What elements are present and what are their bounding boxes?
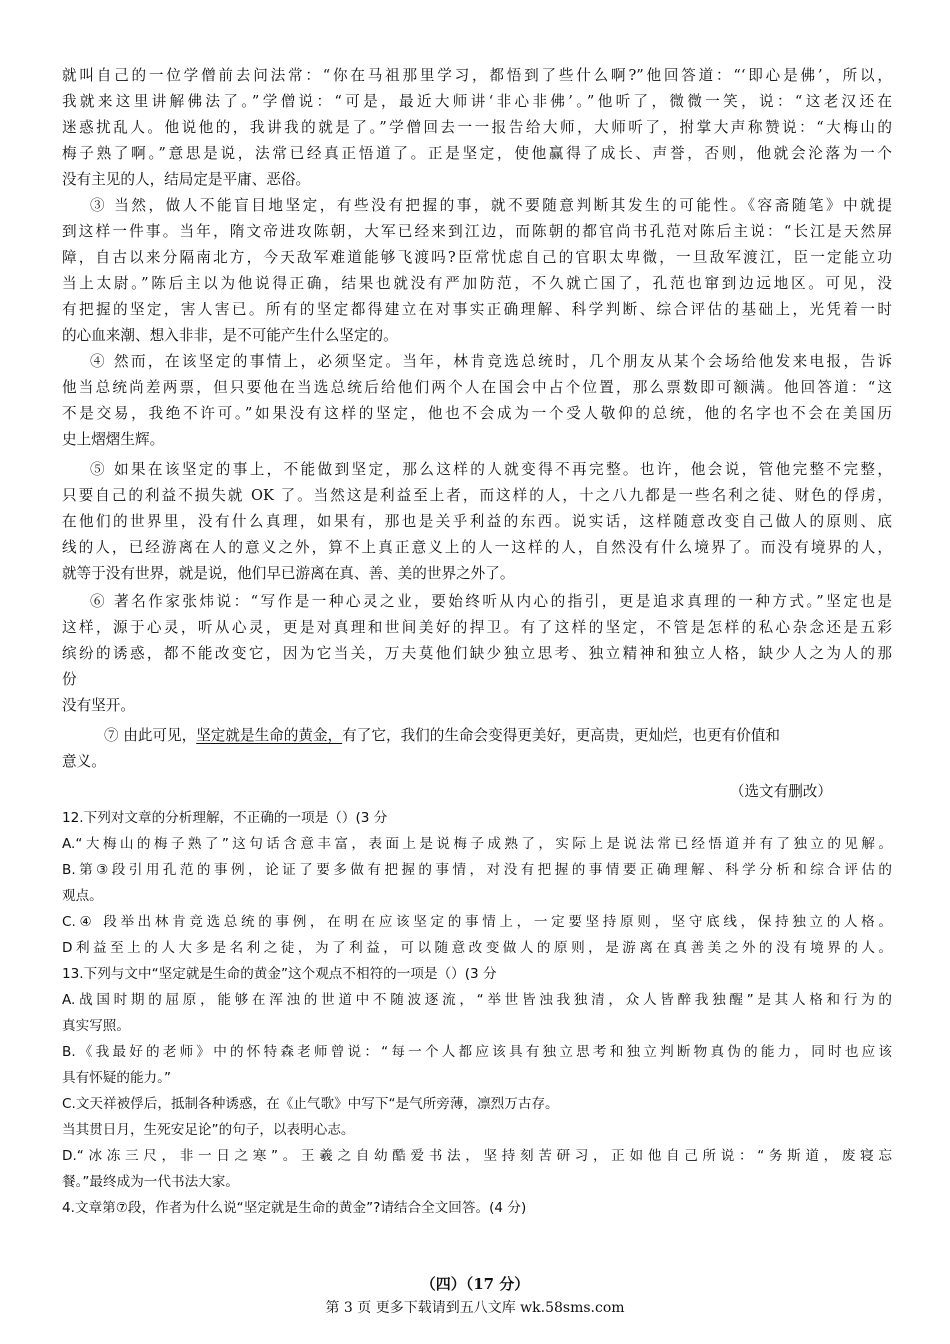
- option-13b: B.《我最好的老师》中的怀特森老师曾说：“每一个人都应该具有独立思考和独立判断物真伪的能力，同时也应该: [62, 1044, 892, 1060]
- option-13a-cont: 真实写照。: [62, 1018, 130, 1034]
- article-line: 意义。: [62, 753, 106, 770]
- article-line: 他当总统尚差两票，但只要他在当选总统后给他们两个人在国会中占个位置，那么票数即可额满。他回答道：“这: [62, 379, 892, 396]
- paragraph-3-start: ③ 当然，做人不能盲目地坚定，有些没有把握的事，就不要随意判断其发生的可能性。《容斋随笔》中就提: [90, 197, 892, 214]
- article-line: 的心血来潮、想入非非，是不可能产生什么坚定的。: [62, 327, 398, 344]
- option-13b-cont: 具有怀疑的能力。”: [62, 1070, 171, 1086]
- option-12b-cont: 观点。: [62, 888, 103, 904]
- article-line: 只要自己的利益不损失就 OK 了。当然这是利益至上者，而这样的人，十之八九都是一些名利之徒、财色的俘虏，: [62, 487, 892, 504]
- key-sentence: 坚定就是生命的黄金，: [196, 727, 343, 744]
- paragraph-4-start: ④ 然而，在该坚定的事情上，必须坚定。当年，林肯竞选总统时，几个朋友从某个会场给他发来电报，告诉: [90, 353, 892, 370]
- option-12c: C.④ 段举出林肯竞选总统的事例，在明在应该坚定的事情上，一定要坚持原则，坚守底线，保持独立的人格。: [62, 914, 892, 930]
- article-line: 份: [62, 671, 77, 688]
- option-13d: D.“冰冻三尺，非一日之寒”。王羲之自幼酷爱书法，坚持刻苦研习，正如他自己所说：“务斯道，废寝忘: [62, 1148, 892, 1164]
- article-line: 史上熠熠生辉。: [62, 431, 165, 448]
- paragraph-7-lead: ⑦ 由此可见，: [104, 727, 197, 744]
- article-line: 我就来这里讲解佛法了。”学僧说：“可是，最近大师讲‘非心非佛’。”他听了，微微一笑，说：“这老汉还在: [62, 93, 892, 110]
- option-13a: A.战国时期的屈原，能够在浑浊的世道中不随波逐流，“举世皆浊我独清，众人皆醉我独醒”是其人格和行为的: [62, 992, 892, 1008]
- article-line: 就叫自己的一位学僧前去问法常：“你在马祖那里学习，都悟到了些什么啊?”他回答道：“‘即心是佛’，所以，: [62, 67, 892, 84]
- question-13: 13.下列与文中“坚定就是生命的黄金”这个观点不相符的一项是（）(3 分: [62, 966, 497, 982]
- article-line: 有把握的坚定，害人害已。所有的坚定都得建立在对事实正确理解、科学判断、综合评估的基础上，光凭着一时: [62, 301, 892, 318]
- article-line: 线的人，已经游离在人的意义之外，算不上真正意义上的人一这样的人，自然没有什么境界了。而没有境界的人，: [62, 539, 892, 556]
- option-12b: B.第③段引用孔范的事例，论证了要多做有把握的事情，对没有把握的事情要正确理解、科学分析和综合评估的: [62, 862, 892, 878]
- paragraph-7-start: [104, 726, 894, 746]
- paragraph-5-start: ⑤ 如果在该坚定的事上，不能做到坚定，那么这样的人就变得不再完整。也许，他会说，管他完整不完整，: [90, 461, 892, 478]
- article-line: 缤纷的诱惑，都不能改变它，因为它当关，万夫莫他们缺少独立思考、独立精神和独立人格，缺少人之为人的那: [62, 645, 892, 662]
- paragraph-6-start: ⑥ 著名作家张炜说：“写作是一种心灵之业，要始终听从内心的指引，更是追求真理的一种方式。”坚定也是: [90, 593, 892, 610]
- option-13d-cont: 餐。”最终成为一代书法大家。: [62, 1174, 239, 1190]
- question-14: 4.文章第⑦段，作者为什么说“坚定就是生命的黄金”?请结合全文回答。(4 分): [62, 1200, 527, 1216]
- article-line: 就等于没有世界，就是说，他们早已游离在真、善、美的世界之外了。: [62, 565, 515, 582]
- article-line: 没有坚开。: [62, 697, 135, 714]
- article-line: 梅子熟了啊。”意思是说，法常已经真正悟道了。正是坚定，使他赢得了成长、声誉，否则，他就会沦落为一个: [62, 145, 892, 162]
- article-line: 障，自古以来分隔南北方，今天敌军难道能够飞渡吗?臣常忧虑自己的官职太卑微，一旦敌军渡江，臣一定能立功: [62, 249, 892, 266]
- article-line: 迷惑扰乱人。他说他的，我讲我的就是了。”学僧回去一一报告给大师，大师听了，拊掌大声称赞说：“大梅山的: [62, 119, 892, 136]
- section-heading: （四）（17 分）: [420, 1275, 530, 1293]
- question-12: 12.下列对文章的分析理解，不正确的一项是（）(3 分: [62, 810, 388, 826]
- article-line: 这样，源于心灵，听从心灵，更是对真理和世间美好的捍卫。有了这样的坚定，不管是怎样的私心杂念还是五彩: [62, 619, 892, 636]
- paragraph-7-rest: 有了它，我们的生命会变得更美好，更高贵，更灿烂，也更有价值和: [342, 727, 780, 744]
- page-footer: 第 3 页 更多下载请到五八文库 wk.58sms.com: [325, 1300, 625, 1316]
- source-note: （选文有删改）: [729, 783, 832, 800]
- option-13c: C.文天祥被俘后，抵制各种诱惑，在《止气歌》中写下“是气所旁薄，凛烈万古存。: [62, 1096, 559, 1112]
- article-line: 没有主见的人，结局定是平庸、恶俗。: [62, 171, 311, 188]
- article-line: 在他们的世界里，没有什么真理，如果有，那也是关乎利益的东西。说实话，这样随意改变自己做人的原则、底: [62, 513, 892, 530]
- article-line: 不是交易，我绝不许可。”如果没有这样的坚定，他也不会成为一个受人敬仰的总统，他的名字也不会在美国历: [62, 405, 892, 422]
- option-12a: A.“大梅山的梅子熟了”这句话含意丰富，表面上是说梅子成熟了，实际上是说法常已经悟道并有了独立的见解。: [62, 836, 892, 852]
- article-line: 当上太尉。”陈后主以为他说得正确，结果也就没有严加防范，不久就亡国了，孔范也窜到边远地区。可见，没: [62, 275, 892, 292]
- article-line: 到这样一件事。当年，隋文帝进攻陈朝，大军已经来到江边，而陈朝的都官尚书孔范对陈后主说：“长江是天然屏: [62, 223, 892, 240]
- option-12d: D利益至上的人大多是名利之徒，为了利益，可以随意改变做人的原则，是游离在真善美之外的没有境界的人。: [62, 940, 892, 956]
- option-13c-cont: 当其贯日月，生死安足论”的句子，以表明心志。: [62, 1122, 355, 1138]
